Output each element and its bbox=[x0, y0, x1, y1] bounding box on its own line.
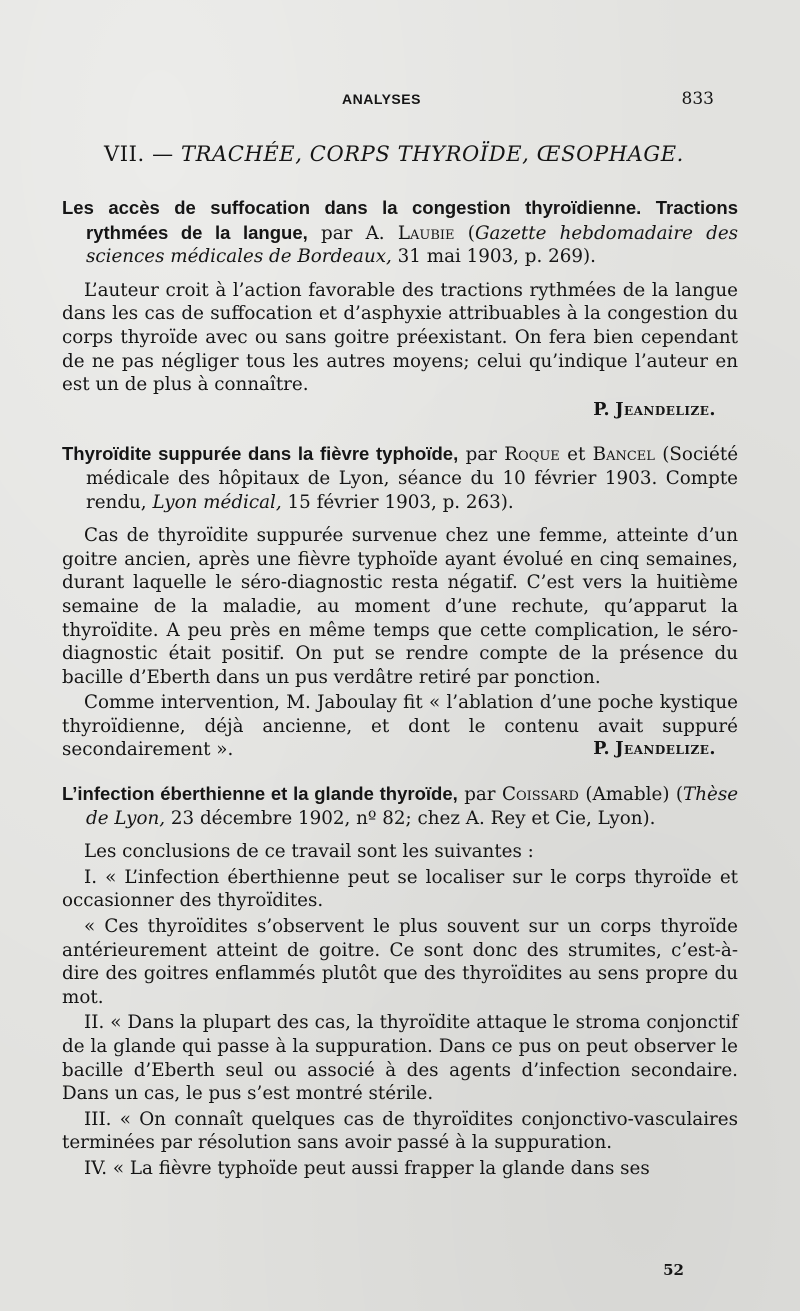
entry-2-paragraph-1: Cas de thyroïdite suppurée survenue chez une femme, atteinte d’un goitre ancien, après une fièvre typhoïde ayant évolué en cinq semaines, durant laquelle le séro-diagnostic resta négatif. C’est vers la huitième semaine de la maladie, au moment d’une rechute, qu’apparut la thyroïdite. A peu près en même temps que cette complication, le séro-diagnostic était positif. On put se rendre compte de la présence du bacille d’Eberth dans un pus verdâtre retiré par ponction. bbox=[62, 525, 738, 688]
entry-3-paragraph-5: III. « On connaît quelques cas de thyroïdites conjonctivo-vasculaires terminées par résolution sans avoir passé à la suppuration. bbox=[62, 1108, 738, 1154]
entry-1-signature-initial: P. bbox=[593, 399, 610, 420]
entry-2-signature-initial: P. bbox=[593, 739, 610, 760]
entry-2-signature-name: Jeandelize. bbox=[615, 739, 716, 760]
entry-2-author-2: Bancel bbox=[592, 444, 655, 466]
entry-1-signature bbox=[62, 399, 738, 423]
entry-2-heading bbox=[62, 442, 738, 514]
entry-3-heading bbox=[62, 782, 738, 830]
entry-1-source-journal: Gazette hebdomadaire des sciences médicales de Bordeaux, bbox=[86, 222, 739, 268]
entry-2-source-a: (Société médicale des hôpitaux de Lyon, séance du 10 février 1903. Compte rendu, bbox=[86, 444, 739, 513]
entry-2-and: et bbox=[567, 444, 586, 466]
entry-2-author-1: Roque bbox=[504, 444, 560, 466]
section-title bbox=[104, 142, 684, 166]
section-numeral: VII. — bbox=[104, 142, 174, 166]
entry-3-source-rest: 23 décembre 1902, nº 82; chez A. Rey et Cie, Lyon). bbox=[170, 807, 656, 829]
page-number: 833 bbox=[681, 89, 714, 109]
entry-3-paragraph-4: II. « Dans la plupart des cas, la thyroïdite attaque le stroma conjonctif de la glande qui passe à la suppuration. Dans ce pus on peut observer le bacille d’Eberth seul ou associé à des agents d’infection secondaire. Dans un cas, le pus s’est montré stérile. bbox=[62, 1012, 738, 1105]
entry-2-source-b: 15 février 1903, p. 263). bbox=[287, 491, 514, 513]
entry-2-signature bbox=[571, 738, 738, 762]
section-subject: TRACHÉE, CORPS THYROÏDE, ŒSOPHAGE. bbox=[181, 142, 684, 166]
review-entry-3 bbox=[62, 782, 738, 1181]
entry-1-by: par A. bbox=[321, 222, 385, 244]
entry-2-by: par bbox=[465, 444, 497, 466]
entry-2-source-journal: Lyon médical, bbox=[152, 491, 282, 513]
entry-1-heading bbox=[62, 196, 738, 269]
entry-3-paragraph-3: « Ces thyroïdites s’observent le plus souvent sur un corps thyroïde antérieurement atteint de goitre. Ce sont donc des strumites, c’est-à-dire des goitres enflammés plutôt que des thyroïdites au sens propre du mot. bbox=[62, 916, 738, 1008]
page-header bbox=[0, 88, 800, 112]
running-title: ANALYSES bbox=[342, 91, 421, 107]
review-entry-2 bbox=[62, 442, 738, 762]
entry-2-paragraph-2-text: Comme intervention, M. Jaboulay fit « l’ablation d’une poche kystique thyroïdienne, déjà ancienne, et dont le contenu avait suppuré secondairement ». bbox=[62, 692, 738, 761]
entry-1-source-open: ( bbox=[467, 222, 475, 244]
entry-3-source-pre: (Amable) ( bbox=[585, 784, 684, 806]
review-entry-1 bbox=[62, 196, 738, 422]
entry-1-paragraph-1: L’auteur croit à l’action favorable des tractions rythmées de la langue dans les cas de suffocation et d’asphyxie attribuables à la congestion du corps thyroïde avec ou sans goitre préexistant. On fera bien cependant de ne pas négliger tous les autres moyens; celui qu’indique l’auteur en est un de plus à connaître. bbox=[62, 279, 738, 396]
entry-1-author: Laubie bbox=[397, 222, 455, 244]
entry-1-source-date: 31 mai 1903, p. 269). bbox=[397, 246, 596, 268]
entry-3-source-thesis: Thèse de Lyon, bbox=[86, 784, 739, 829]
signature-mark: 52 bbox=[663, 1261, 684, 1279]
entry-3-by: par bbox=[464, 784, 496, 806]
entry-1-signature-name: Jeandelize. bbox=[615, 399, 716, 420]
entry-2-paragraph-2 bbox=[62, 691, 738, 762]
article-body bbox=[62, 196, 738, 1201]
entry-1-title: Les accès de suffocation dans la congestion thyroïdienne. Tractions rythmées de la langue, bbox=[62, 197, 738, 243]
entry-2-title: Thyroïdite suppurée dans la fièvre typhoïde, bbox=[62, 443, 459, 465]
entry-3-paragraph-2: I. « L’infection éberthienne peut se localiser sur le corps thyroïde et occasionner des thyroïdites. bbox=[62, 866, 738, 912]
entry-3-paragraph-1: Les conclusions de ce travail sont les suivantes : bbox=[84, 841, 534, 863]
entry-3-author: Coissard bbox=[501, 784, 579, 806]
entry-3-title: L’infection éberthienne et la glande thyroïde, bbox=[62, 783, 458, 805]
entry-3-paragraph-6: IV. « La fièvre typhoïde peut aussi frapper la glande dans ses bbox=[84, 1157, 650, 1179]
